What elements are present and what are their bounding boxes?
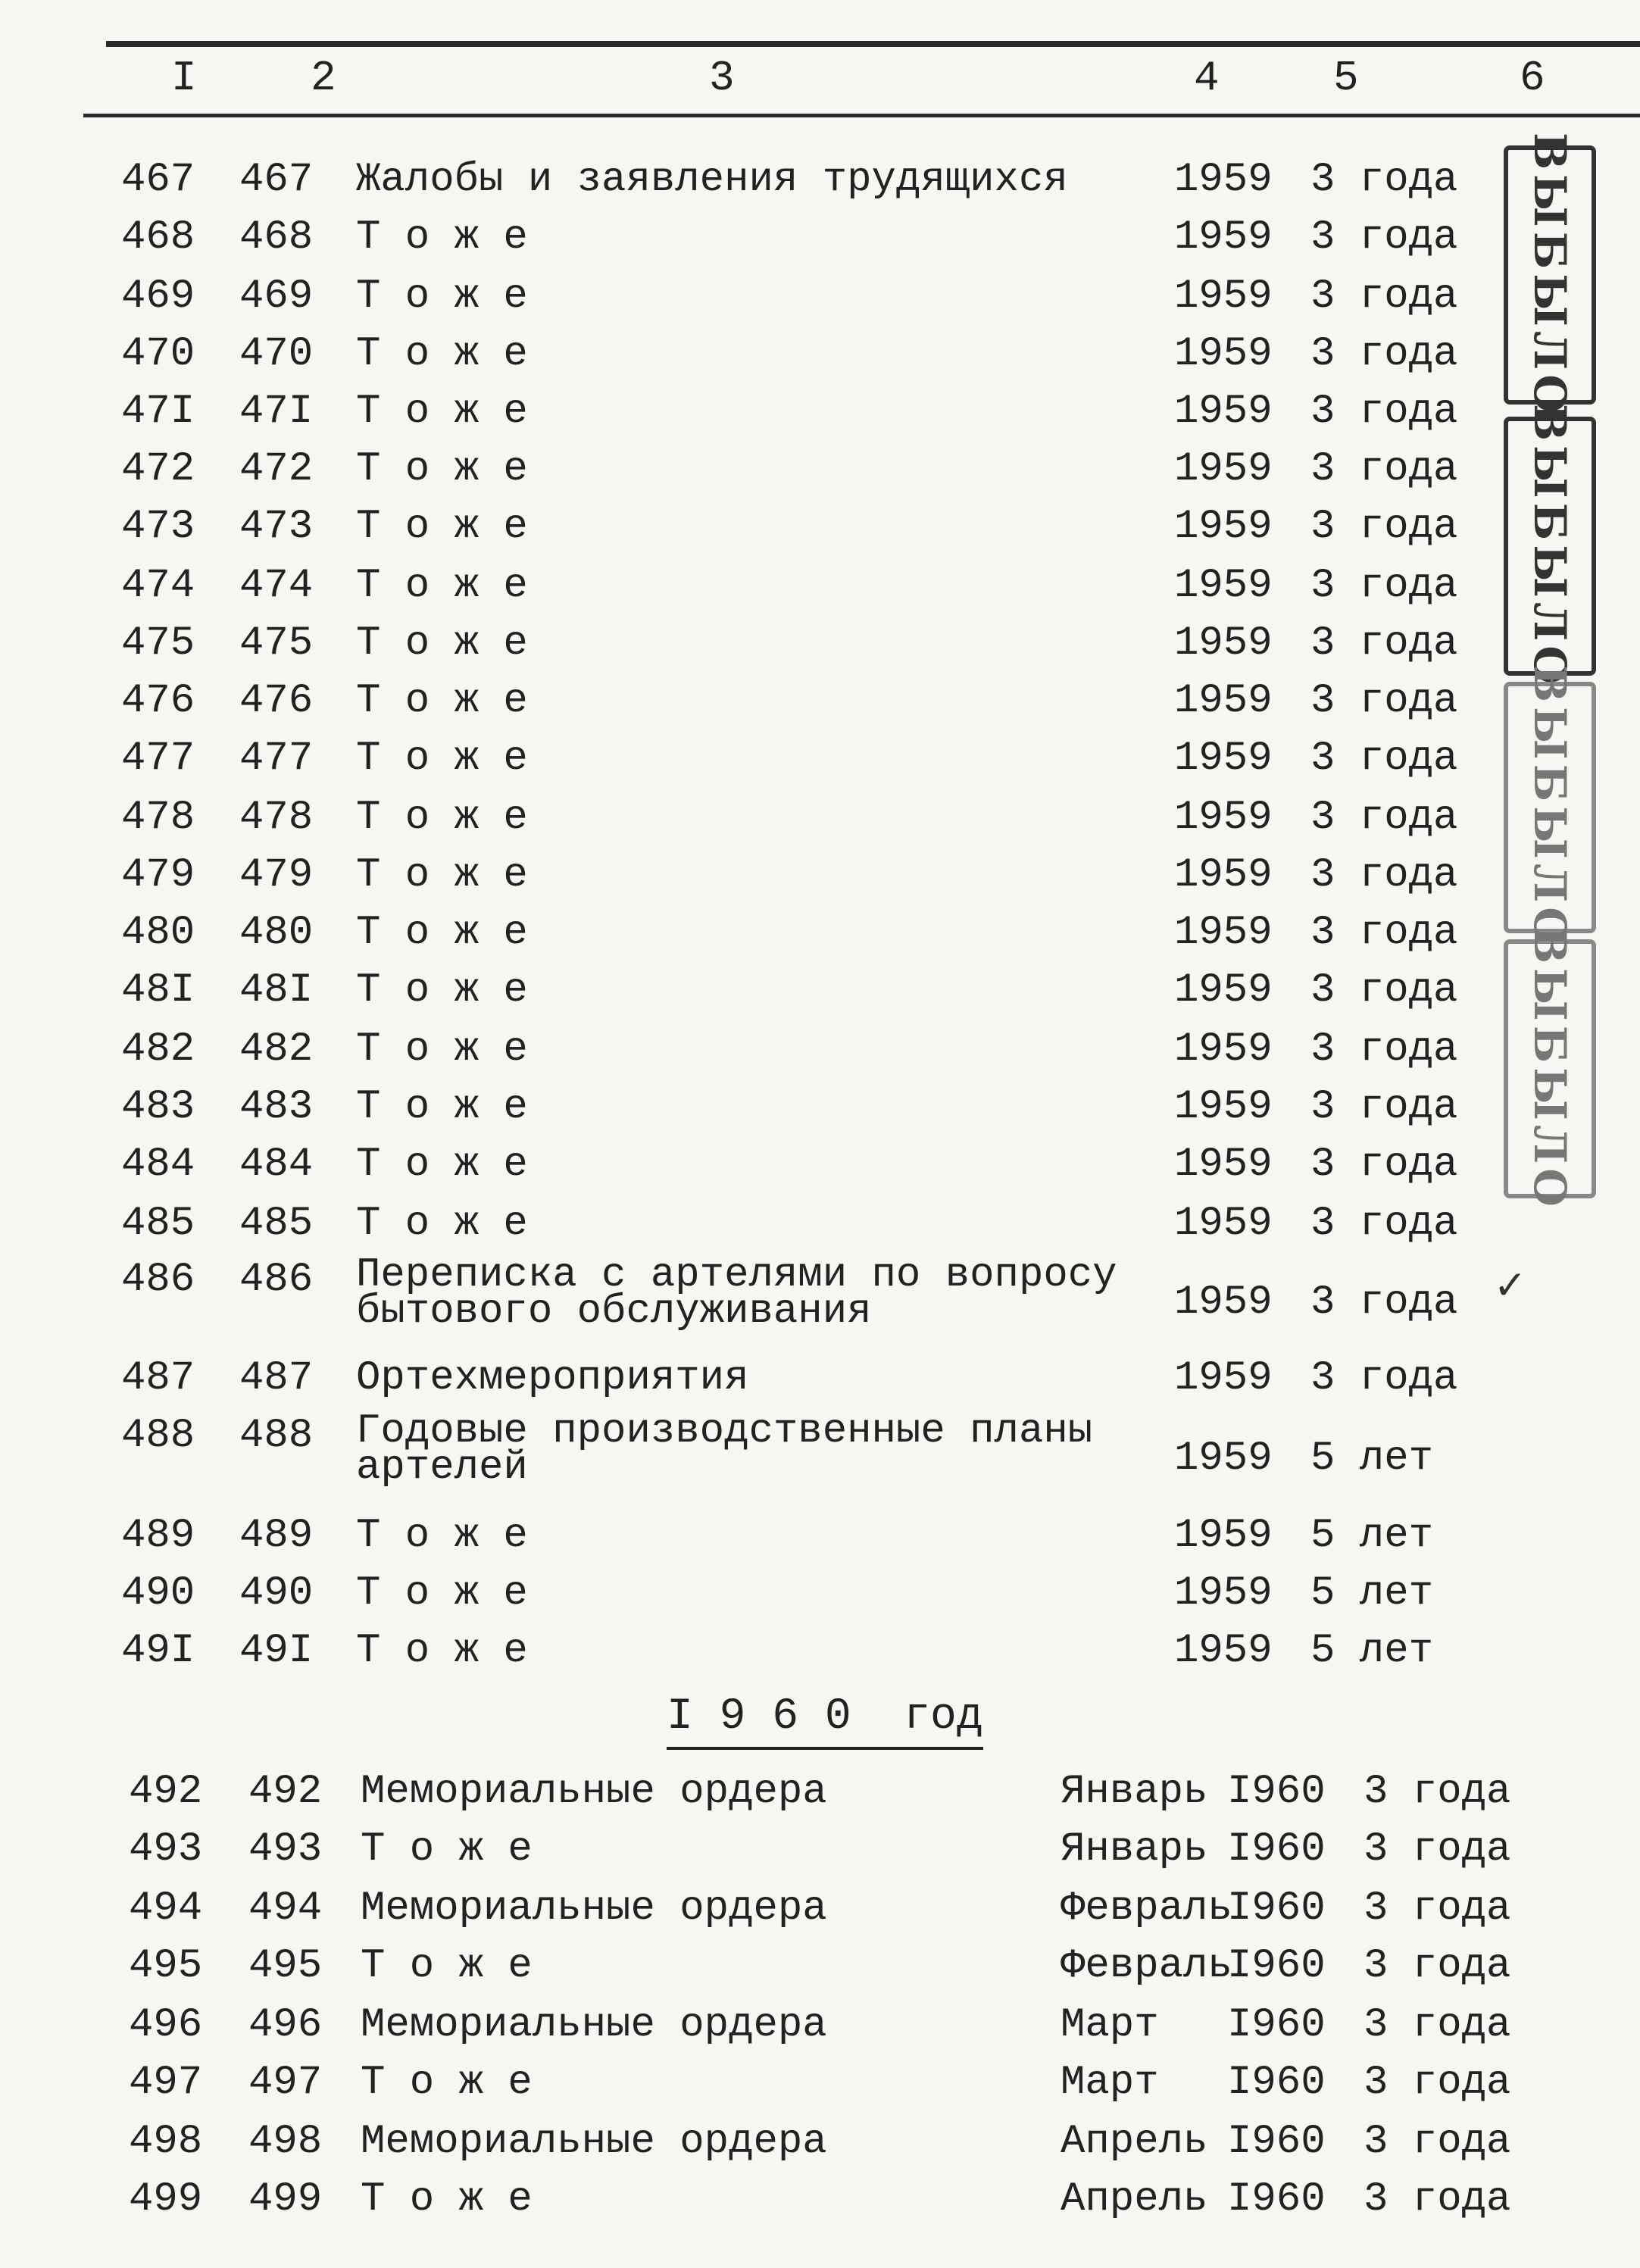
case-title: Т о ж е [356,736,528,782]
case-year: 1959 [1174,620,1273,667]
case-year: 1959 [1174,795,1273,841]
retention-period: 3 года [1310,795,1458,841]
retention-period: 3 года [1364,2060,1511,2106]
row-number: 475 [121,620,195,667]
case-title: Т о ж е [361,1943,533,1989]
column-header-5: 5 [1333,54,1359,102]
table-row [0,1085,1640,1142]
case-title: Т о ж е [356,1628,528,1674]
table-row [0,1827,1640,1885]
table-row [0,621,1640,679]
case-month: Апрель [1061,2176,1208,2223]
retention-period: 3 года [1310,214,1458,261]
row-number: 476 [121,678,195,724]
case-title: Т о ж е [356,1026,528,1073]
column-header-6: 6 [1520,54,1545,102]
retention-period: 3 года [1364,2176,1511,2223]
table-row [0,736,1640,794]
row-number: 468 [121,214,195,261]
row-number: 484 [121,1142,195,1188]
case-title: Мемориальные ордера [361,2119,827,2165]
case-title: Т о ж е [356,214,528,261]
row-number: 497 [129,2060,203,2106]
table-row [0,1027,1640,1085]
case-number: 474 [239,563,314,609]
row-number: 489 [121,1513,195,1559]
case-month: Февраль [1061,1943,1232,1989]
case-number: 480 [239,910,314,956]
row-number: 482 [121,1026,195,1073]
case-year: 1959 [1174,1142,1273,1188]
case-year: 1959 [1174,214,1273,261]
case-year: 1959 [1174,736,1273,782]
row-number: 469 [121,273,195,320]
case-title: Т о ж е [356,1142,528,1188]
retention-period: 3 года [1364,1826,1511,1873]
table-row [0,389,1640,447]
case-number: 495 [248,1943,323,1989]
table-row [0,679,1640,736]
row-number: 498 [129,2119,203,2165]
case-title: Т о ж е [356,331,528,377]
case-number: 475 [239,620,314,667]
top-rule [106,41,1640,47]
row-number: 496 [129,2002,203,2048]
case-year: 1959 [1174,967,1273,1014]
case-number: 496 [248,2002,323,2048]
case-title: Т о ж е [356,389,528,435]
table-row [0,505,1640,562]
stamp-vybylo: ВЫБЫЛО [1504,682,1596,933]
case-year: 1959 [1174,563,1273,609]
case-number: 492 [248,1769,323,1815]
row-number: 473 [121,504,195,550]
case-number: 477 [239,736,314,782]
case-title: Т о ж е [356,795,528,841]
case-title: Жалобы и заявления трудящихся [356,157,1068,203]
case-number: 473 [239,504,314,550]
stamp-vybylo: ВЫБЫЛО [1504,939,1596,1198]
case-number: 468 [239,214,314,261]
case-number: 487 [239,1355,314,1401]
case-year: 1959 [1174,910,1273,956]
case-number: 493 [248,1826,323,1873]
case-title: Годовые производственные планы артелей [356,1408,1093,1491]
retention-period: 5 лет [1310,1513,1434,1559]
case-title: Т о ж е [356,678,528,724]
case-number: 490 [239,1570,314,1617]
case-year: I960 [1227,2176,1326,2223]
case-number: 494 [248,1885,323,1932]
table-row [0,1408,1640,1491]
case-number: 476 [239,678,314,724]
retention-period: 3 года [1310,1201,1458,1247]
retention-period: 3 года [1310,389,1458,435]
table-row [0,2003,1640,2060]
case-year: 1959 [1174,504,1273,550]
case-title: Т о ж е [361,2060,533,2106]
retention-period: 5 лет [1310,1628,1434,1674]
retention-period: 3 года [1310,1084,1458,1130]
case-number: 499 [248,2176,323,2223]
case-number: 486 [239,1257,314,1303]
case-year: 1959 [1174,1570,1273,1617]
case-number: 469 [239,273,314,320]
case-title: Переписка с артелями по вопросу бытового обслуживания [356,1252,1117,1335]
case-year: I960 [1227,2060,1326,2106]
row-number: 486 [121,1257,195,1303]
case-month: Март [1061,2002,1159,2048]
case-year: 1959 [1174,273,1273,320]
case-title: Т о ж е [356,1084,528,1130]
case-number: 497 [248,2060,323,2106]
case-month: Январь [1061,1769,1208,1815]
case-year: 1959 [1174,852,1273,898]
case-month: Февраль [1061,1885,1232,1932]
retention-period: 3 года [1310,157,1458,203]
row-number: 483 [121,1084,195,1130]
case-title: Мемориальные ордера [361,1885,827,1932]
case-number: 484 [239,1142,314,1188]
case-title: Мемориальные ордера [361,1769,827,1815]
case-title: Т о ж е [356,967,528,1014]
stamp-vybylo: ВЫБЫЛО [1504,417,1596,676]
case-number: 489 [239,1513,314,1559]
retention-period: 3 года [1310,331,1458,377]
case-number: 498 [248,2119,323,2165]
retention-period: 5 лет [1310,1435,1434,1482]
case-number: 483 [239,1084,314,1130]
case-title: Мемориальные ордера [361,2002,827,2048]
row-number: 478 [121,795,195,841]
table-row [0,1886,1640,1944]
case-title: Т о ж е [356,504,528,550]
table-row [0,447,1640,505]
retention-period: 3 года [1310,1279,1458,1326]
retention-period: 3 года [1310,563,1458,609]
case-month: Апрель [1061,2119,1208,2165]
case-title: Т о ж е [356,563,528,609]
case-number: 467 [239,157,314,203]
case-number: 479 [239,852,314,898]
retention-period: 3 года [1310,1355,1458,1401]
case-year: 1959 [1174,1513,1273,1559]
case-year: 1959 [1174,446,1273,492]
retention-period: 3 года [1364,1885,1511,1932]
retention-period: 3 года [1310,620,1458,667]
table-row [0,564,1640,621]
case-year: I960 [1227,1826,1326,1873]
row-number: 495 [129,1943,203,1989]
stamp-vybylo: ВЫБЫЛО [1504,145,1596,405]
case-year: 1959 [1174,331,1273,377]
row-number: 488 [121,1413,195,1459]
case-year: 1959 [1174,1026,1273,1073]
case-year: 1959 [1174,389,1273,435]
case-month: Март [1061,2060,1159,2106]
case-year: I960 [1227,1885,1326,1932]
case-title: Ортехмероприятия [356,1355,749,1401]
column-header-2: 2 [311,54,336,102]
table-row [0,1142,1640,1200]
row-number: 492 [129,1769,203,1815]
case-title: Т о ж е [356,273,528,320]
case-month: Январь [1061,1826,1208,1873]
case-number: 478 [239,795,314,841]
retention-period: 3 года [1364,1769,1511,1815]
case-year: I960 [1227,1943,1326,1989]
row-number: 467 [121,157,195,203]
case-year: 1959 [1174,157,1273,203]
retention-period: 3 года [1310,446,1458,492]
row-number: 485 [121,1201,195,1247]
column-header-4: 4 [1194,54,1220,102]
case-number: 49I [239,1628,314,1674]
row-number: 490 [121,1570,195,1617]
section-title-1960: I 9 6 0 год [667,1691,983,1750]
retention-period: 3 года [1310,736,1458,782]
case-title: Т о ж е [356,1513,528,1559]
table-row [0,2060,1640,2118]
retention-period: 3 года [1364,2119,1511,2165]
case-year: 1959 [1174,1084,1273,1130]
case-title: Т о ж е [361,2176,533,2223]
table-row [0,1201,1640,1259]
row-number: 47I [121,389,195,435]
retention-period: 3 года [1310,678,1458,724]
retention-period: 5 лет [1310,1570,1434,1617]
row-number: 49I [121,1628,195,1674]
table-row [0,2120,1640,2177]
row-number: 48I [121,967,195,1014]
case-title: Т о ж е [356,910,528,956]
case-year: 1959 [1174,1628,1273,1674]
header-rule [83,114,1640,117]
table-row [0,215,1640,273]
table-row [0,1770,1640,1827]
column-header-1: I [171,54,197,102]
case-year: 1959 [1174,1355,1273,1401]
table-row [0,274,1640,332]
table-row [0,2177,1640,2235]
table-row [0,853,1640,911]
retention-period: 3 года [1310,1026,1458,1073]
table-row [0,1629,1640,1686]
retention-period: 3 года [1310,910,1458,956]
retention-period: 3 года [1310,1142,1458,1188]
table-row [0,1252,1640,1335]
table-row [0,795,1640,853]
retention-period: 3 года [1310,967,1458,1014]
retention-period: 3 года [1310,273,1458,320]
table-row [0,1514,1640,1571]
table-row [0,1944,1640,2001]
case-title: Т о ж е [361,1826,533,1873]
row-number: 493 [129,1826,203,1873]
case-title: Т о ж е [356,852,528,898]
row-number: 470 [121,331,195,377]
case-number: 485 [239,1201,314,1247]
retention-period: 3 года [1364,1943,1511,1989]
row-number: 487 [121,1355,195,1401]
retention-period: 3 года [1310,504,1458,550]
table-row [0,332,1640,389]
case-number: 482 [239,1026,314,1073]
case-title: Т о ж е [356,1570,528,1617]
case-year: I960 [1227,1769,1326,1815]
case-number: 48I [239,967,314,1014]
table-row [0,911,1640,968]
case-year: 1959 [1174,678,1273,724]
table-row [0,158,1640,215]
row-number: 499 [129,2176,203,2223]
table-row [0,1571,1640,1629]
case-number: 470 [239,331,314,377]
case-number: 472 [239,446,314,492]
table-row [0,1356,1640,1414]
case-title: Т о ж е [356,1201,528,1247]
retention-period: 3 года [1310,852,1458,898]
case-year: 1959 [1174,1201,1273,1247]
column-header-3: 3 [709,54,735,102]
case-year: I960 [1227,2119,1326,2165]
row-number: 474 [121,563,195,609]
row-number: 472 [121,446,195,492]
case-title: Т о ж е [356,620,528,667]
case-number: 488 [239,1413,314,1459]
case-year: I960 [1227,2002,1326,2048]
row-number: 477 [121,736,195,782]
case-title: Т о ж е [356,446,528,492]
check-mark: ✓ [1496,1262,1524,1314]
row-number: 480 [121,910,195,956]
case-year: 1959 [1174,1435,1273,1482]
case-number: 47I [239,389,314,435]
table-row [0,968,1640,1026]
row-number: 494 [129,1885,203,1932]
retention-period: 3 года [1364,2002,1511,2048]
case-year: 1959 [1174,1279,1273,1326]
row-number: 479 [121,852,195,898]
